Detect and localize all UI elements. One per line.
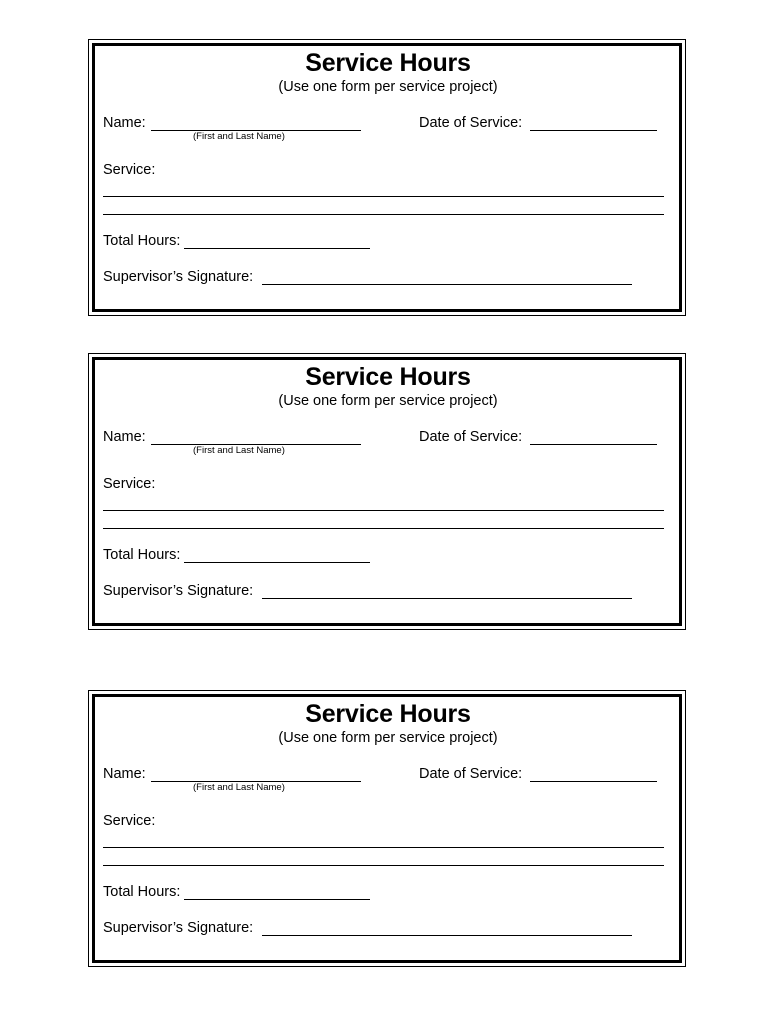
service-field-line-1[interactable] — [103, 196, 664, 197]
form-subtitle: (Use one form per service project) — [278, 393, 498, 409]
signature-label: Supervisor’s Signature: — [103, 920, 254, 936]
signature-field[interactable] — [262, 598, 632, 599]
total-hours-label: Total Hours: — [103, 547, 181, 563]
service-label: Service: — [103, 476, 156, 492]
total-hours-label: Total Hours: — [103, 884, 181, 900]
date-label: Date of Service: — [419, 766, 523, 782]
form-title: Service Hours — [305, 700, 471, 728]
total-hours-label: Total Hours: — [103, 233, 181, 249]
date-field[interactable] — [530, 130, 657, 131]
signature-label: Supervisor’s Signature: — [103, 583, 254, 599]
name-label: Name: — [103, 766, 146, 782]
total-hours-field[interactable] — [184, 899, 370, 900]
date-label: Date of Service: — [419, 115, 523, 131]
name-hint: (First and Last Name) — [193, 782, 285, 793]
name-hint: (First and Last Name) — [193, 445, 285, 456]
service-field-line-1[interactable] — [103, 510, 664, 511]
signature-label: Supervisor’s Signature: — [103, 269, 254, 285]
date-field[interactable] — [530, 444, 657, 445]
form-title: Service Hours — [305, 49, 471, 77]
signature-field[interactable] — [262, 284, 632, 285]
service-label: Service: — [103, 162, 156, 178]
service-field-line-2[interactable] — [103, 865, 664, 866]
date-label: Date of Service: — [419, 429, 523, 445]
name-hint: (First and Last Name) — [193, 131, 285, 142]
name-label: Name: — [103, 429, 146, 445]
total-hours-field[interactable] — [184, 248, 370, 249]
service-field-line-2[interactable] — [103, 214, 664, 215]
name-label: Name: — [103, 115, 146, 131]
total-hours-field[interactable] — [184, 562, 370, 563]
form-subtitle: (Use one form per service project) — [278, 730, 498, 746]
service-hours-form-3 — [88, 690, 686, 967]
form-subtitle: (Use one form per service project) — [278, 79, 498, 95]
date-field[interactable] — [530, 781, 657, 782]
service-hours-form-1 — [88, 39, 686, 316]
service-field-line-2[interactable] — [103, 528, 664, 529]
service-label: Service: — [103, 813, 156, 829]
service-hours-form-2 — [88, 353, 686, 630]
form-title: Service Hours — [305, 363, 471, 391]
signature-field[interactable] — [262, 935, 632, 936]
service-field-line-1[interactable] — [103, 847, 664, 848]
